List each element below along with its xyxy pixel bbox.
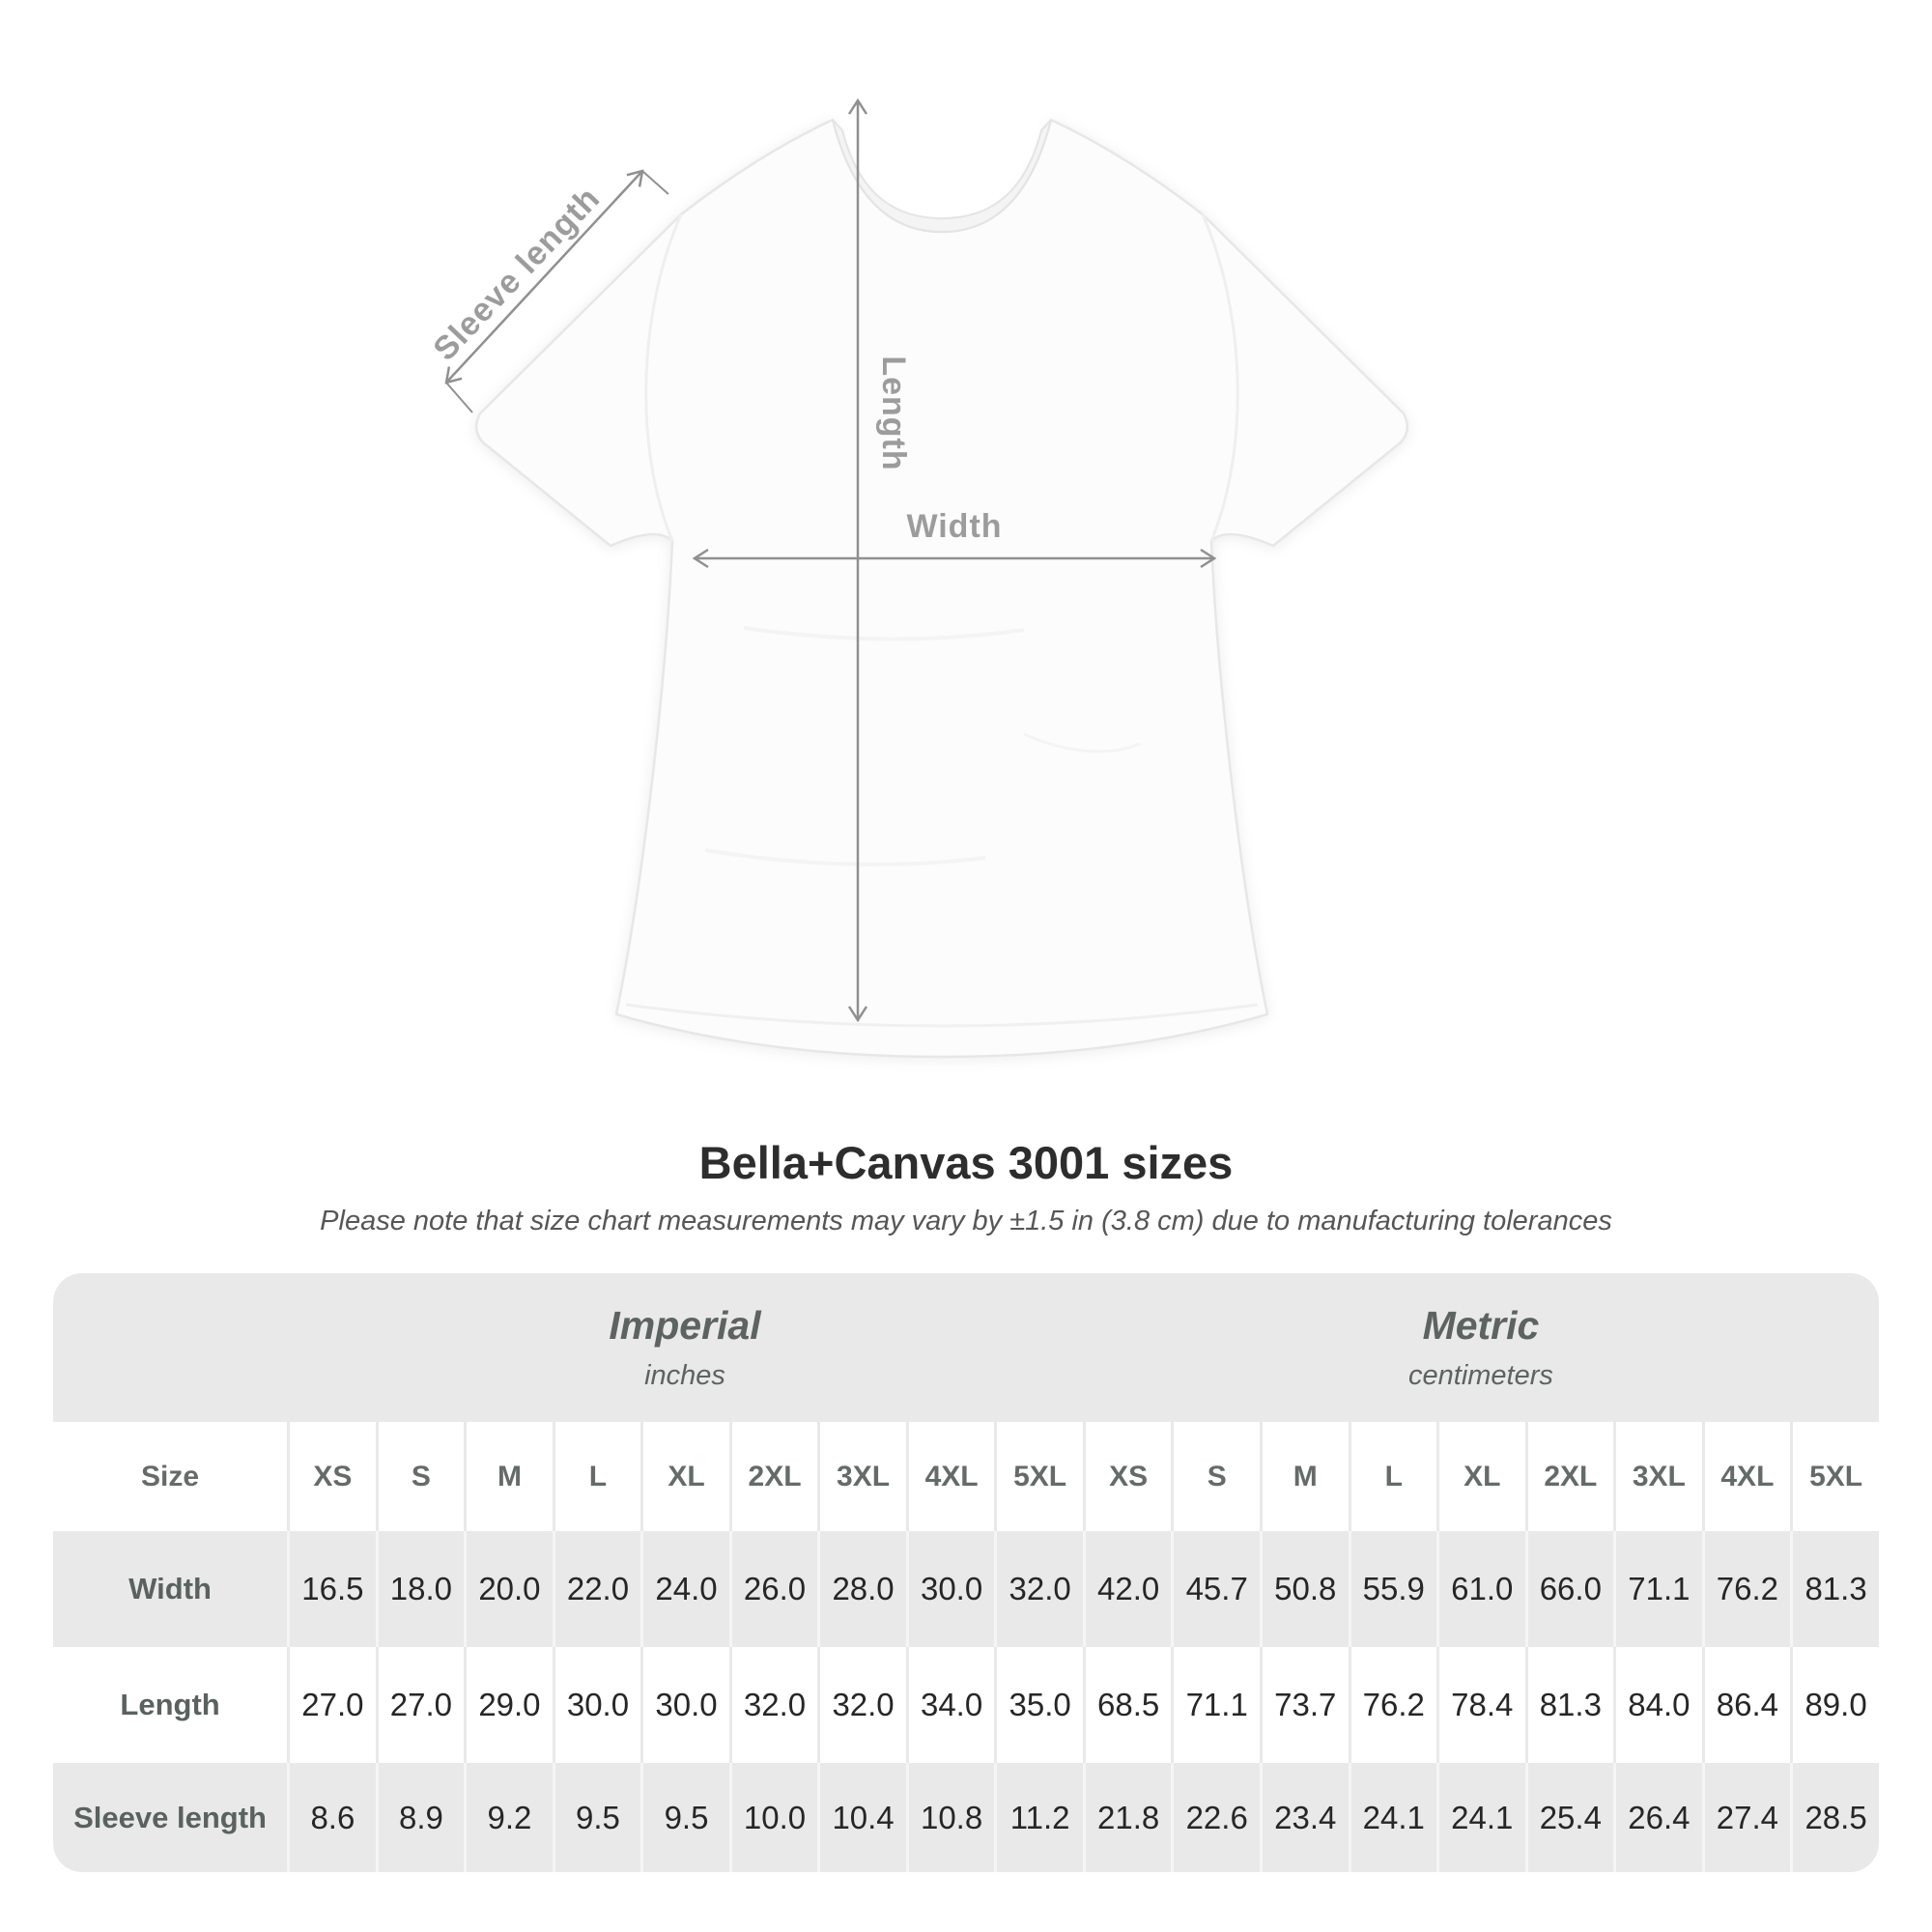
row-label: Length [53,1647,287,1763]
measurement-value: 26.0 [729,1531,818,1647]
size-table [53,1273,1879,1872]
size-column-header: 3XL [817,1422,906,1531]
measurement-value: 71.1 [1171,1647,1260,1763]
size-header-row [53,1422,1879,1531]
measurement-value: 9.5 [553,1763,641,1872]
measurement-value: 22.0 [553,1531,641,1647]
size-column-header: 5XL [994,1422,1083,1531]
measurement-value: 34.0 [906,1647,995,1763]
measurement-value: 32.0 [729,1647,818,1763]
measurement-value: 73.7 [1260,1647,1349,1763]
measurement-value: 11.2 [994,1763,1083,1872]
sleeve-length-label: Sleeve length [426,180,608,368]
measurement-value: 30.0 [553,1647,641,1763]
width-label: Width [906,508,1003,545]
measurement-value: 71.1 [1613,1531,1702,1647]
measurement-value: 27.4 [1702,1763,1791,1872]
measurement-value: 23.4 [1260,1763,1349,1872]
measurement-value: 42.0 [1083,1531,1172,1647]
size-column-header: 4XL [906,1422,995,1531]
measurement-value: 76.2 [1702,1531,1791,1647]
measurement-value: 18.0 [376,1531,465,1647]
measurement-value: 9.2 [464,1763,553,1872]
measurement-value: 76.2 [1349,1647,1437,1763]
row-label: Sleeve length [53,1763,287,1872]
size-column-header: 2XL [1525,1422,1614,1531]
table-row [53,1531,1879,1647]
measurement-value: 68.5 [1083,1647,1172,1763]
size-column-header: 5XL [1790,1422,1879,1531]
imperial-header [287,1273,1083,1422]
size-column-header: XL [640,1422,729,1531]
measurement-value: 20.0 [464,1531,553,1647]
size-column-header: XL [1436,1422,1525,1531]
metric-header [1083,1273,1879,1422]
size-column-header: 2XL [729,1422,818,1531]
tshirt-diagram [367,48,1526,1130]
table-row [53,1763,1879,1872]
measurement-value: 32.0 [994,1531,1083,1647]
size-column-header: L [553,1422,641,1531]
measurement-value: 16.5 [287,1531,376,1647]
measurement-value: 8.6 [287,1763,376,1872]
metric-sublabel: centimeters [1408,1360,1553,1391]
measurement-value: 22.6 [1171,1763,1260,1872]
size-header-label: Size [53,1422,287,1531]
measurement-value: 81.3 [1525,1647,1614,1763]
measurement-value: 25.4 [1525,1763,1614,1872]
measurement-value: 66.0 [1525,1531,1614,1647]
measurement-value: 8.9 [376,1763,465,1872]
measurement-value: 10.8 [906,1763,995,1872]
measurement-value: 29.0 [464,1647,553,1763]
sleeve-arrow-tick [446,383,472,412]
page-subtitle: Please note that size chart measurements may vary by ±1.5 in (3.8 cm) due to manufacturing tolerances [320,1206,1612,1236]
size-column-header: 3XL [1613,1422,1702,1531]
measurement-value: 10.0 [729,1763,818,1872]
measurement-value: 28.5 [1790,1763,1879,1872]
measurement-value: 9.5 [640,1763,729,1872]
size-column-header: XS [287,1422,376,1531]
measurement-value: 24.0 [640,1531,729,1647]
measurement-value: 10.4 [817,1763,906,1872]
measurement-value: 24.1 [1349,1763,1437,1872]
unit-header-row [53,1273,1879,1422]
size-column-header: 4XL [1702,1422,1791,1531]
measurement-value: 61.0 [1436,1531,1525,1647]
size-column-header: M [464,1422,553,1531]
measurement-value: 21.8 [1083,1763,1172,1872]
measurement-value: 78.4 [1436,1647,1525,1763]
metric-label: Metric [1422,1303,1540,1348]
measurement-value: 86.4 [1702,1647,1791,1763]
size-column-header: XS [1083,1422,1172,1531]
size-column-header: L [1349,1422,1437,1531]
table-row [53,1647,1879,1763]
tshirt-illustration [476,120,1407,1057]
measurement-value: 24.1 [1436,1763,1525,1872]
measurement-value: 45.7 [1171,1531,1260,1647]
measurement-value: 50.8 [1260,1531,1349,1647]
size-column-header: M [1260,1422,1349,1531]
measurement-value: 26.4 [1613,1763,1702,1872]
sleeve-arrow-tick [642,171,668,194]
size-column-header: S [376,1422,465,1531]
unit-header-corner [53,1273,287,1422]
size-table-body [53,1273,1879,1872]
row-label: Width [53,1531,287,1647]
measurement-value: 89.0 [1790,1647,1879,1763]
imperial-label: Imperial [609,1303,761,1348]
imperial-sublabel: inches [644,1360,725,1391]
measurement-value: 27.0 [287,1647,376,1763]
tshirt-outline [476,120,1407,1057]
measurement-value: 27.0 [376,1647,465,1763]
measurement-value: 84.0 [1613,1647,1702,1763]
measurement-value: 81.3 [1790,1531,1879,1647]
measurement-value: 28.0 [817,1531,906,1647]
measurement-value: 55.9 [1349,1531,1437,1647]
measurement-value: 35.0 [994,1647,1083,1763]
measurement-value: 30.0 [906,1531,995,1647]
measurement-value: 32.0 [817,1647,906,1763]
size-column-header: S [1171,1422,1260,1531]
length-label: Length [875,355,912,471]
page-title: Bella+Canvas 3001 sizes [698,1137,1234,1188]
measurement-value: 30.0 [640,1647,729,1763]
